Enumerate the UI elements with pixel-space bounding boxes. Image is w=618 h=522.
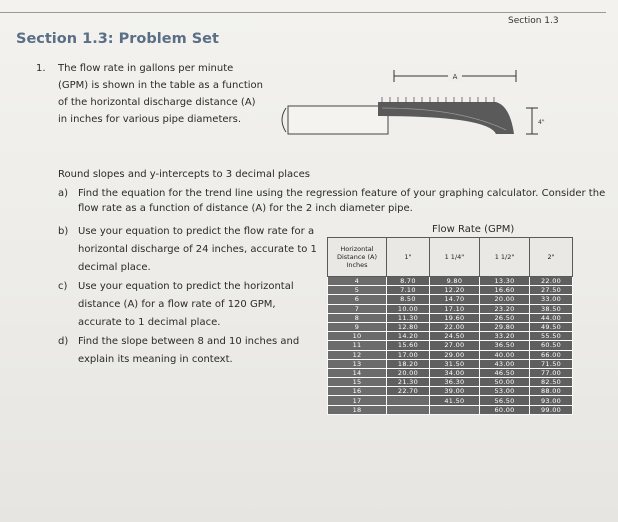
question-a-label: a): [58, 188, 69, 199]
table-row: [328, 332, 573, 341]
section-label: Section 1.3: [508, 16, 559, 26]
question-c-text: Use your equation to predict the horizontal distance (A) for a flow rate of 120 GPM, accurate to 1 decimal place.: [78, 281, 294, 328]
column-header-2in: 2": [530, 238, 573, 277]
flow-rate-cell: 43.00: [479, 359, 529, 368]
question-d: [58, 333, 318, 369]
problem-number: 1.: [36, 63, 46, 74]
flow-rate-cell: 16.60: [479, 286, 529, 295]
flow-rate-cell: 46.50: [479, 368, 529, 377]
question-a-text: Find the equation for the trend line using the regression feature of your graphing calculator. Consider the flow rate as a function of distance (A) for the 2 inch diameter pipe.: [78, 188, 606, 214]
flow-rate-cell: 20.00: [387, 368, 430, 377]
page-title: Section 1.3: Problem Set: [16, 31, 219, 47]
pipe-break-mark: [282, 108, 286, 132]
column-header-1in: 1": [387, 238, 430, 277]
flow-rate-cell: 60.50: [530, 341, 573, 350]
table-row: [328, 387, 573, 396]
distance-cell: 13: [328, 359, 387, 368]
flow-rate-cell: 27.50: [530, 286, 573, 295]
table-header-row: [328, 238, 573, 277]
distance-cell: 15: [328, 378, 387, 387]
flow-rate-cell: 18.20: [387, 359, 430, 368]
flow-rate-cell: [387, 405, 430, 414]
question-d-label: d): [58, 336, 69, 347]
table-row: [328, 295, 573, 304]
table-row: [328, 304, 573, 313]
flow-rate-table: [327, 237, 573, 415]
distance-cell: 9: [328, 322, 387, 331]
flow-rate-cell: 14.70: [429, 295, 479, 304]
table-row: [328, 378, 573, 387]
flow-rate-cell: 33.00: [530, 295, 573, 304]
flow-rate-cell: 29.00: [429, 350, 479, 359]
question-a: [58, 186, 618, 216]
flow-rate-cell: 8.50: [387, 295, 430, 304]
question-b-text: Use your equation to predict the flow rate for a horizontal discharge of 24 inches, accurate to 1 decimal place.: [78, 226, 317, 273]
flow-rate-cell: 36.30: [429, 378, 479, 387]
question-b: [58, 223, 318, 277]
distance-cell: 10: [328, 332, 387, 341]
distance-cell: 18: [328, 405, 387, 414]
distance-label: A: [452, 73, 458, 81]
table-row: [328, 350, 573, 359]
table-row: [328, 322, 573, 331]
flow-rate-cell: 27.00: [429, 341, 479, 350]
flow-rate-cell: 29.80: [479, 322, 529, 331]
height-label: 4": [538, 119, 545, 126]
flow-rate-cell: 24.50: [429, 332, 479, 341]
flow-rate-cell: 41.50: [429, 396, 479, 405]
table-body: [328, 277, 573, 415]
table-row: [328, 359, 573, 368]
flow-rate-cell: 38.50: [530, 304, 573, 313]
flow-rate-cell: 82.50: [530, 378, 573, 387]
flow-rate-cell: 56.50: [479, 396, 529, 405]
top-rule: [0, 12, 606, 13]
question-d-text: Find the slope between 8 and 10 inches and explain its meaning in context.: [78, 336, 300, 365]
distance-cell: 16: [328, 387, 387, 396]
table-row: [328, 368, 573, 377]
column-header-1-25in: 1 1/4": [429, 238, 479, 277]
flow-rate-cell: 93.00: [530, 396, 573, 405]
table-row: [328, 405, 573, 414]
rounding-note: Round slopes and y-intercepts to 3 decimal places: [58, 169, 311, 180]
flow-rate-cell: 19.60: [429, 313, 479, 322]
flow-rate-cell: 13.30: [479, 277, 529, 286]
flow-rate-cell: 22.00: [530, 277, 573, 286]
question-c-label: c): [58, 281, 68, 292]
pipe: [288, 106, 388, 134]
distance-cell: 11: [328, 341, 387, 350]
water-stream: [378, 102, 514, 134]
problem-intro: [36, 60, 266, 128]
flow-rate-cell: 66.00: [530, 350, 573, 359]
flow-rate-cell: 20.00: [479, 295, 529, 304]
table-row: [328, 286, 573, 295]
distance-cell: 17: [328, 396, 387, 405]
flow-rate-cell: 12.20: [429, 286, 479, 295]
flow-rate-cell: [429, 405, 479, 414]
flow-rate-cell: 12.80: [387, 322, 430, 331]
flow-rate-cell: 14.20: [387, 332, 430, 341]
table-row: [328, 313, 573, 322]
flow-rate-cell: 60.00: [479, 405, 529, 414]
table-row: [328, 277, 573, 286]
flow-rate-cell: 99.00: [530, 405, 573, 414]
flow-rate-cell: 7.10: [387, 286, 430, 295]
flow-rate-cell: 9.80: [429, 277, 479, 286]
flow-rate-cell: 23.20: [479, 304, 529, 313]
flow-rate-cell: 40.00: [479, 350, 529, 359]
problem-intro-text: The flow rate in gallons per minute (GPM) is shown in the table as a function of the horizontal discharge distance (A) in inches for various pipe diameters.: [58, 63, 263, 125]
distance-cell: 8: [328, 313, 387, 322]
flow-rate-cell: 49.50: [530, 322, 573, 331]
flow-rate-cell: 33.20: [479, 332, 529, 341]
distance-cell: 6: [328, 295, 387, 304]
flow-rate-cell: 11.30: [387, 313, 430, 322]
table-row: [328, 396, 573, 405]
flow-rate-cell: 77.00: [530, 368, 573, 377]
question-b-label: b): [58, 226, 69, 237]
distance-cell: 7: [328, 304, 387, 313]
flow-rate-cell: 31.50: [429, 359, 479, 368]
flow-rate-cell: 88.00: [530, 387, 573, 396]
flow-rate-cell: 44.00: [530, 313, 573, 322]
flow-rate-cell: 22.70: [387, 387, 430, 396]
flow-rate-cell: 39.00: [429, 387, 479, 396]
column-header-1-5in: 1 1/2": [479, 238, 529, 277]
distance-cell: 14: [328, 368, 387, 377]
flow-rate-cell: 10.00: [387, 304, 430, 313]
flow-rate-cell: 22.00: [429, 322, 479, 331]
distance-cell: 4: [328, 277, 387, 286]
distance-cell: 5: [328, 286, 387, 295]
flow-rate-cell: 17.10: [429, 304, 479, 313]
table-row: [328, 341, 573, 350]
flow-rate-cell: 17.00: [387, 350, 430, 359]
table-caption: Flow Rate (GPM): [432, 224, 515, 235]
flow-rate-cell: 55.50: [530, 332, 573, 341]
column-header-distance: Horizontal Distance (A) Inches: [328, 238, 387, 277]
flow-rate-cell: 8.70: [387, 277, 430, 286]
flow-rate-cell: [387, 396, 430, 405]
flow-rate-cell: 50.00: [479, 378, 529, 387]
flow-rate-cell: 71.50: [530, 359, 573, 368]
flow-rate-cell: 53.00: [479, 387, 529, 396]
question-c: [58, 278, 318, 332]
flow-rate-cell: 21.30: [387, 378, 430, 387]
flow-rate-cell: 36.50: [479, 341, 529, 350]
flow-rate-cell: 15.60: [387, 341, 430, 350]
pipe-discharge-diagram: [270, 64, 560, 144]
flow-rate-cell: 26.50: [479, 313, 529, 322]
distance-cell: 12: [328, 350, 387, 359]
flow-rate-cell: 34.00: [429, 368, 479, 377]
